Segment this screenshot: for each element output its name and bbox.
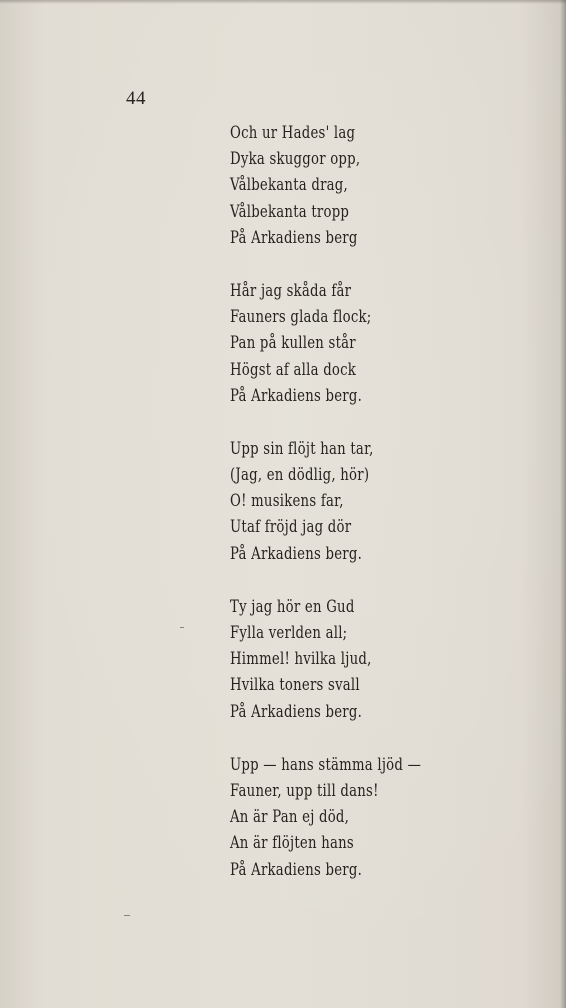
poem-line: Upp sin flöjt han tar, [230,438,374,459]
poem-line: Dyka skuggor opp, [230,149,361,170]
poem-line: Fauner, upp till dans! [230,780,379,801]
poem-line: Vålbekanta drag, [230,175,348,196]
poem-line: Himmel! hvilka ljud, [230,649,372,670]
page-spine-shadow [560,0,566,1008]
poem-line: Upp — hans stämma ljöd — [230,754,422,775]
margin-mark [180,627,184,628]
poem-line: Hår jag skåda får [230,280,352,301]
poem-line: På Arkadiens berg. [230,701,363,722]
poem-line: På Arkadiens berg. [230,385,363,406]
poem-line: Ty jag hör en Gud [230,596,355,617]
poem-line: O! musikens far, [230,491,344,512]
poem-line: An är flöjten hans [230,833,354,854]
poem-line: Fylla verlden all; [230,623,348,643]
poem-line: Hvilka toners svall [230,675,360,696]
poem-line: Högst af alla dock [230,359,357,380]
stanza-4 [230,594,470,725]
poem-line: (Jag, en dödlig, hör) [230,465,370,486]
poem [230,120,470,883]
page-number: 44 [126,88,146,109]
poem-line: Pan på kullen står [230,333,356,354]
stanza-5 [230,752,470,883]
poem-line: Vålbekanta tropp [230,201,350,222]
poem-line: Utaf fröjd jag dör [230,517,352,538]
stanza-2 [230,278,470,409]
page-top-edge [0,0,566,4]
poem-line: Och ur Hades' lag [230,123,356,143]
margin-mark [124,915,130,916]
poem-line: Fauners glada flock; [230,307,372,328]
poem-line: På Arkadiens berg. [230,543,363,564]
show-through-text: ⠀ [331,262,340,280]
stanza-1 [230,120,470,251]
poem-line: På Arkadiens berg. [230,859,363,880]
stanza-3 [230,436,470,567]
poem-line: An är Pan ej död, [230,807,350,828]
poem-line: På Arkadiens berg [230,227,358,248]
